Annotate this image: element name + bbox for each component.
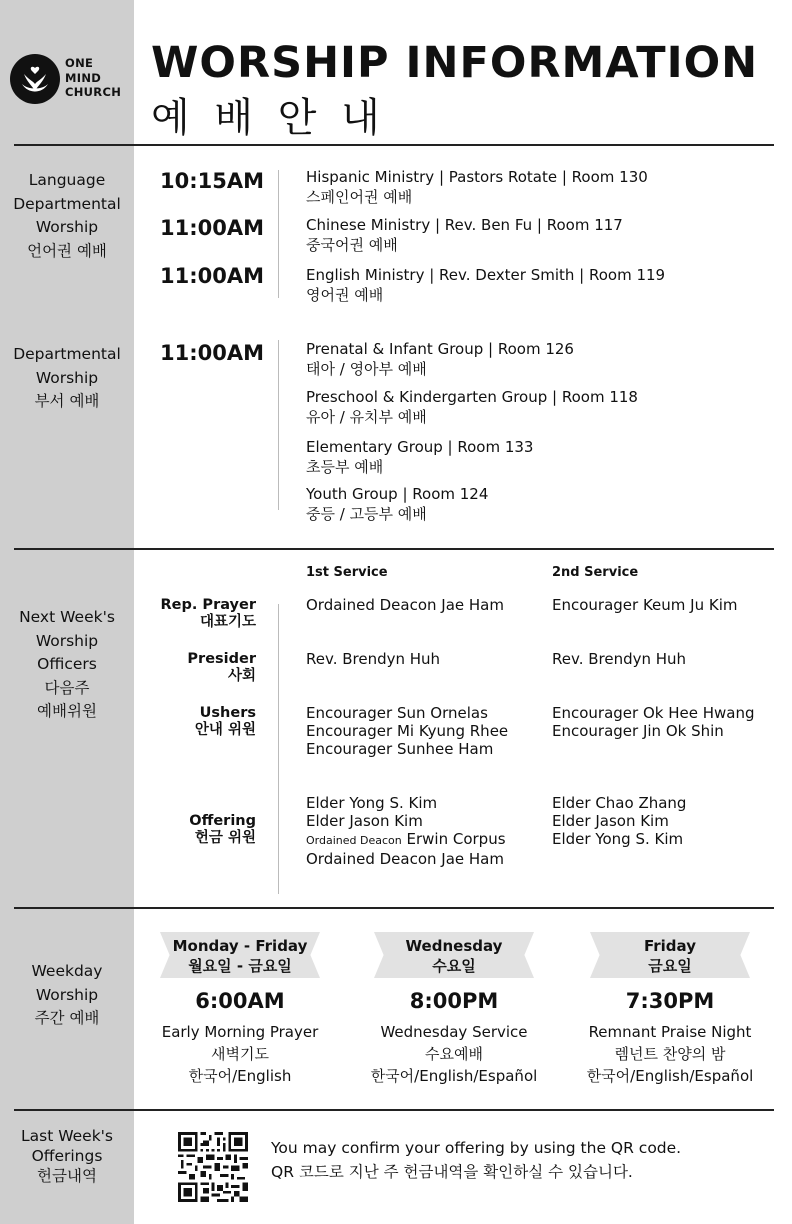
service-name-korean: 스페인어권 예배	[306, 188, 413, 206]
day-ko: 금요일	[648, 957, 692, 975]
logo-line: MIND	[65, 70, 102, 85]
weekday-service	[140, 1021, 340, 1087]
label-line: 부서 예배	[34, 392, 100, 410]
instruction-en: You may confirm your offering by using the QR code.	[271, 1139, 682, 1157]
role-en: Offering	[189, 813, 256, 829]
page-title: WORSHIP INFORMATION	[151, 38, 759, 88]
label-line: Language	[28, 171, 106, 189]
role-ko: 대표기도	[199, 614, 256, 630]
weekday-service	[354, 1021, 554, 1087]
label-line: 언어권 예배	[27, 241, 107, 260]
officer-name: Encourager Sunhee Ham	[306, 740, 494, 758]
officer-name: Elder Jason Kim	[552, 812, 669, 830]
officer-names	[306, 650, 440, 668]
label-line: Officers	[37, 655, 97, 673]
logo-line: ONE	[65, 56, 94, 70]
officer-names	[552, 704, 755, 740]
service-time: 11:00AM	[160, 216, 264, 240]
service-name-korean: 중국어권 예배	[306, 236, 398, 254]
divider	[14, 548, 774, 550]
service-name: Hispanic Ministry | Pastors Rotate | Room 130	[306, 168, 648, 186]
officer-name: Encourager Keum Ju Kim	[552, 596, 738, 614]
qr-code-icon[interactable]	[178, 1132, 248, 1202]
role-label	[195, 705, 256, 739]
label-line: Worship	[35, 985, 99, 1004]
weekday-service	[570, 1021, 770, 1087]
day-ko: 수요일	[432, 957, 476, 975]
column-rule	[278, 170, 279, 298]
service-name: English Ministry | Rev. Dexter Smith | Room 119	[306, 266, 666, 284]
day-ko: 월요일 - 금요일	[188, 957, 292, 975]
group-name: Prenatal & Infant Group | Room 126	[306, 340, 574, 358]
service-name-korean: 영어권 예배	[306, 286, 384, 304]
officer-name: Elder Yong S. Kim	[306, 794, 438, 812]
officer-names	[306, 794, 506, 868]
label-line: Worship	[35, 218, 99, 236]
service-entry	[306, 167, 648, 207]
label-line: Last Week's	[20, 1127, 114, 1145]
officer-name: Ordained Deacon Jae Ham	[306, 596, 504, 614]
weekday-time: 7:30PM	[625, 989, 715, 1013]
offering-instructions	[271, 1136, 681, 1184]
role-label	[189, 813, 256, 847]
officer-name	[306, 830, 506, 850]
service-name: Early Morning Prayer	[161, 1023, 319, 1041]
role-ko: 헌금 위원	[194, 830, 256, 846]
group-name-korean: 중등 / 고등부 예배	[306, 505, 427, 523]
label-line: Next Week's	[19, 608, 115, 626]
officer-name: Elder Chao Zhang	[552, 794, 687, 812]
logo-line: CHURCH	[65, 85, 122, 99]
officer-names	[552, 596, 737, 614]
column-rule	[278, 604, 279, 894]
service-entry	[306, 265, 665, 305]
service-languages: 한국어/English	[188, 1067, 292, 1085]
role-en: Rep. Prayer	[160, 597, 256, 613]
label-line: Worship	[35, 631, 99, 650]
officer-names	[552, 794, 686, 848]
officer-name: Encourager Mi Kyung Rhee	[306, 722, 509, 740]
officer-names	[306, 704, 508, 758]
officer-names	[552, 650, 686, 668]
label-line: Worship	[35, 368, 99, 387]
section-label-language	[0, 169, 134, 263]
label-line: Departmental	[13, 194, 121, 213]
section-label-departmental	[0, 343, 134, 414]
officer-name: Encourager Ok Hee Hwang	[552, 704, 755, 722]
group-name: Preschool & Kindergarten Group | Room 118	[306, 388, 638, 406]
day-label	[570, 936, 770, 976]
label-line: Weekday	[31, 962, 103, 980]
officer-name: Rev. Brendyn Huh	[552, 650, 687, 668]
group-name-korean: 초등부 예배	[306, 458, 384, 476]
page-title-korean: 예 배 안 내	[151, 95, 386, 141]
service-name: Remnant Praise Night	[588, 1023, 752, 1041]
group-entry	[306, 339, 574, 379]
instruction-ko: QR 코드로 지난 주 헌금내역을 확인하실 수 있습니다.	[271, 1163, 633, 1181]
column-rule	[278, 340, 279, 510]
day-en: Friday	[643, 937, 696, 955]
weekday-time: 8:00PM	[409, 989, 499, 1013]
divider	[14, 907, 774, 909]
service-entry	[306, 215, 623, 255]
column-header-first: 1st Service	[306, 565, 388, 580]
divider	[14, 1109, 774, 1111]
service-name-korean: 렘넌트 찬양의 밤	[614, 1045, 726, 1063]
section-label-officers	[0, 606, 134, 724]
officer-name: Encourager Sun Ornelas	[306, 704, 488, 722]
service-languages: 한국어/English/Español	[370, 1067, 538, 1085]
group-entry	[306, 484, 488, 524]
logo-wordmark	[65, 56, 121, 100]
service-name-korean: 새벽기도	[211, 1045, 269, 1063]
church-logo	[10, 52, 130, 108]
label-line: 주간 예배	[34, 1009, 100, 1027]
officer-name: Encourager Jin Ok Shin	[552, 722, 724, 740]
role-en: Ushers	[199, 705, 256, 721]
service-languages: 한국어/English/Español	[586, 1067, 754, 1085]
role-label	[161, 597, 257, 631]
title-prefix: Ordained Deacon	[306, 834, 402, 847]
column-header-second: 2nd Service	[552, 565, 639, 580]
weekday-time: 6:00AM	[195, 989, 285, 1013]
group-name-korean: 유아 / 유치부 예배	[306, 408, 427, 426]
dove-heart-icon	[10, 54, 60, 104]
service-name: Chinese Ministry | Rev. Ben Fu | Room 117	[306, 216, 623, 234]
group-entry	[306, 437, 533, 477]
service-time: 10:15AM	[160, 169, 264, 193]
officer-name: Ordained Deacon Jae Ham	[306, 850, 504, 868]
label-line: Offerings	[31, 1147, 103, 1165]
section-label-weekday	[0, 960, 134, 1031]
officer-names	[306, 596, 504, 614]
group-entry	[306, 387, 638, 427]
label-line: 예배위원	[37, 702, 97, 720]
service-time: 11:00AM	[160, 341, 264, 365]
divider	[14, 144, 774, 146]
officer-name: Elder Yong S. Kim	[552, 830, 684, 848]
role-label	[187, 651, 256, 685]
officer-name: Elder Jason Kim	[306, 812, 423, 830]
officer-name: Rev. Brendyn Huh	[306, 650, 441, 668]
service-time: 11:00AM	[160, 264, 264, 288]
service-name-korean: 수요예배	[425, 1045, 483, 1063]
day-label	[140, 936, 340, 976]
role-ko: 사회	[227, 668, 256, 684]
day-en: Monday - Friday	[172, 937, 308, 955]
day-label	[354, 936, 554, 976]
label-line: 헌금내역	[37, 1167, 97, 1185]
service-name: Wednesday Service	[380, 1023, 528, 1041]
day-en: Wednesday	[405, 937, 503, 955]
label-line: Departmental	[13, 345, 121, 363]
officer-name-text: Erwin Corpus	[406, 830, 506, 848]
group-name: Elementary Group | Room 133	[306, 438, 534, 456]
label-line: 다음주	[44, 678, 90, 697]
group-name-korean: 태아 / 영아부 예배	[306, 360, 427, 378]
role-en: Presider	[187, 651, 256, 667]
section-label-offerings	[0, 1126, 134, 1186]
role-ko: 안내 위원	[194, 722, 256, 738]
group-name: Youth Group | Room 124	[306, 485, 489, 503]
